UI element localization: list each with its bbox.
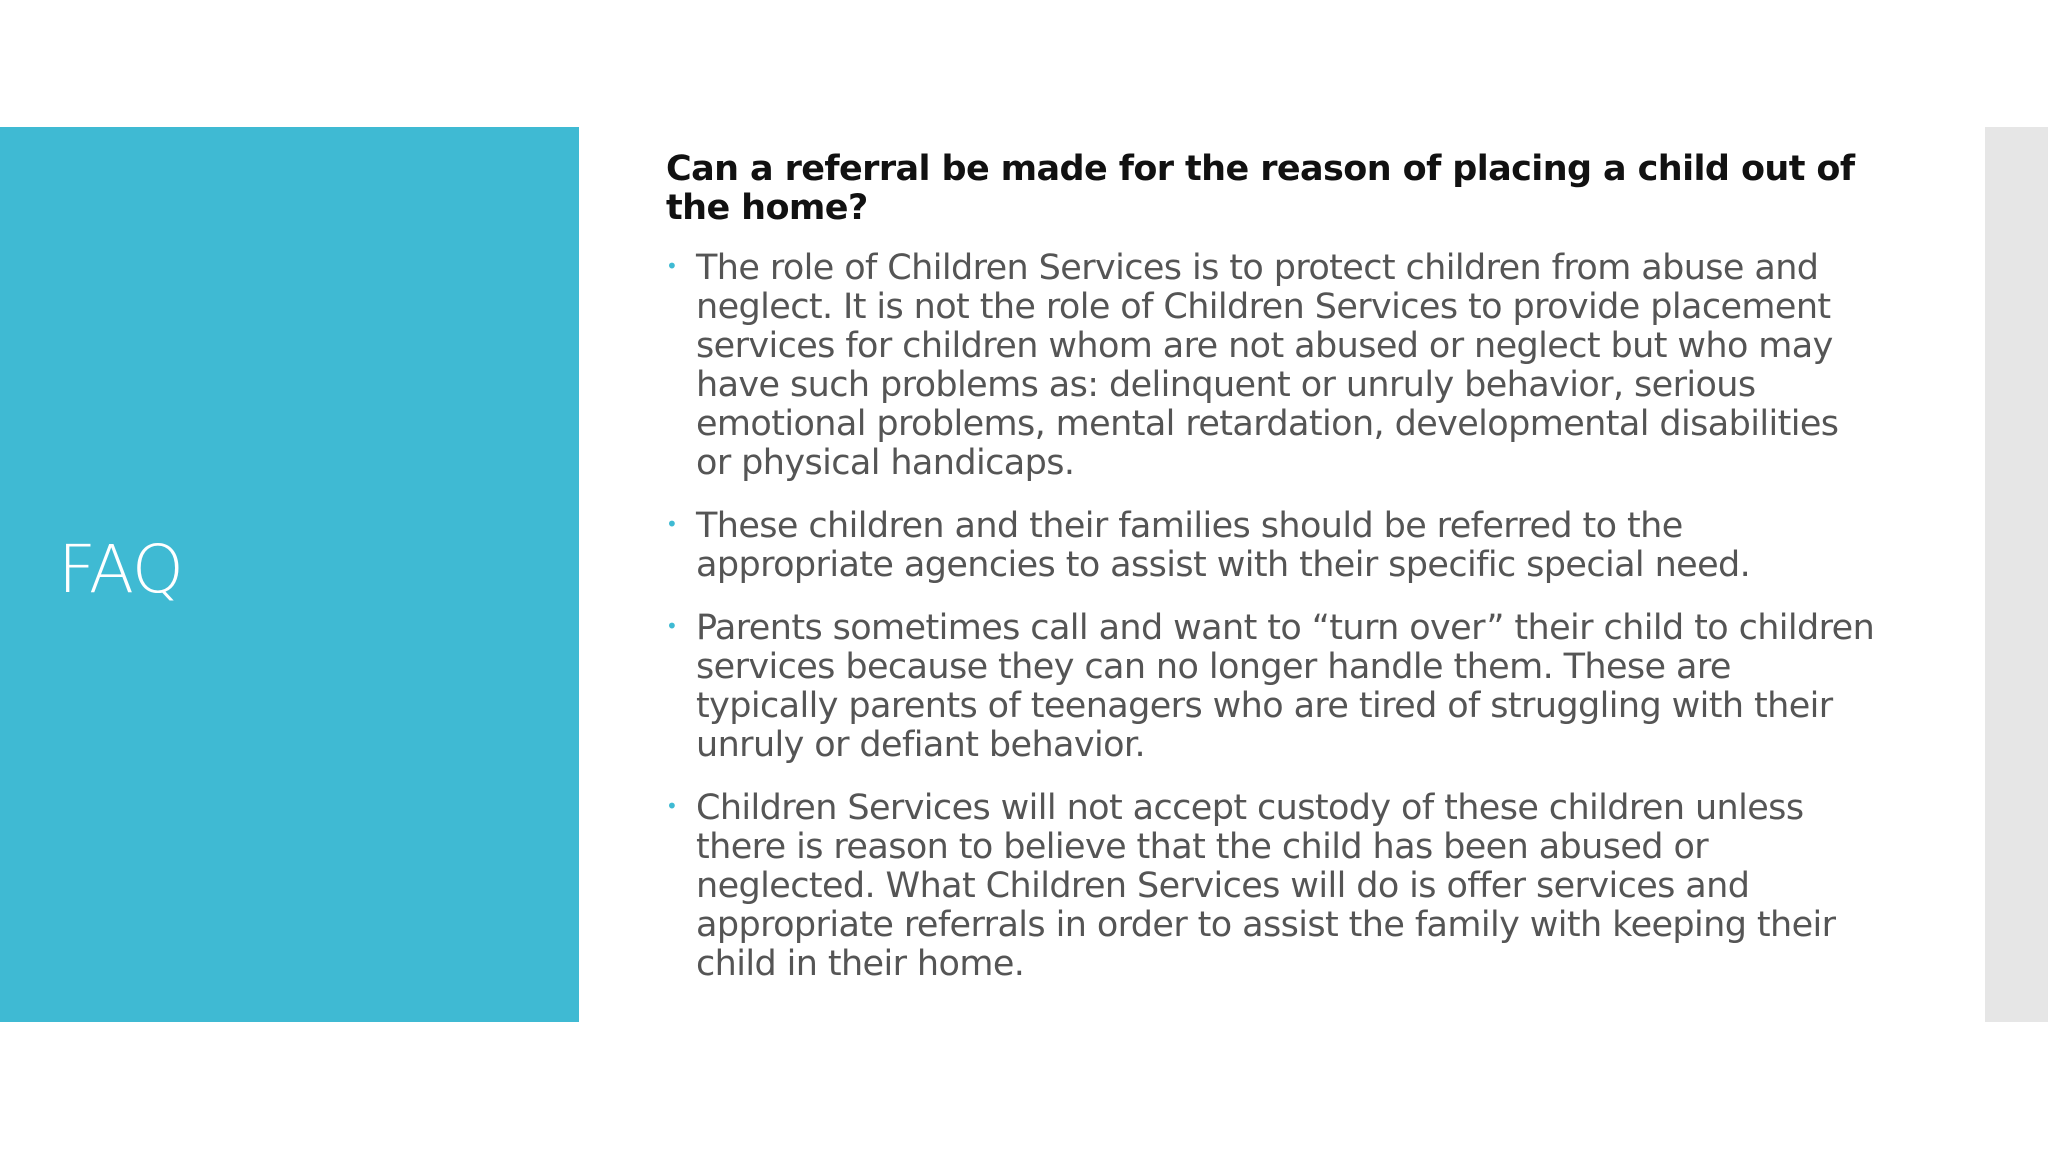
bullet-dot-icon: • — [666, 512, 678, 536]
slide-title: FAQ — [58, 531, 183, 608]
side-strip — [1985, 127, 2048, 1022]
faq-question: Can a referral be made for the reason of placing a child out of the home? — [666, 149, 1855, 228]
answer-bullet — [666, 507, 1876, 585]
answer-text: Children Services will not accept custody of these children unless there is reason to believe that the child has been abused or neglected. What Children Services will do is offer services and appropriate referrals in order to assist the family with keeping their child in their home. — [696, 788, 1836, 984]
answer-text: These children and their families should be referred to the appropriate agencies to assist with their specific special need. — [696, 506, 1751, 585]
answer-text: Parents sometimes call and want to “turn over” their child to children services because they can no longer handle them. These are typically parents of teenagers who are tired of struggling with their unruly or defiant behavior. — [696, 608, 1875, 765]
slide-content — [666, 150, 1876, 1008]
answer-bullet — [666, 789, 1876, 984]
answer-bullet — [666, 249, 1876, 483]
answer-list — [666, 249, 1876, 984]
bullet-dot-icon: • — [666, 254, 678, 278]
answer-bullet — [666, 609, 1876, 765]
answer-text: The role of Children Services is to protect children from abuse and neglect. It is not the role of Children Services to provide placement services for children whom are not abused or neglect but who may have such problems as: delinquent or unruly behavior, serious emotional problems, mental retardation, developmental disabilities or physical handicaps. — [696, 248, 1839, 483]
bullet-dot-icon: • — [666, 614, 678, 638]
bullet-dot-icon: • — [666, 794, 678, 818]
